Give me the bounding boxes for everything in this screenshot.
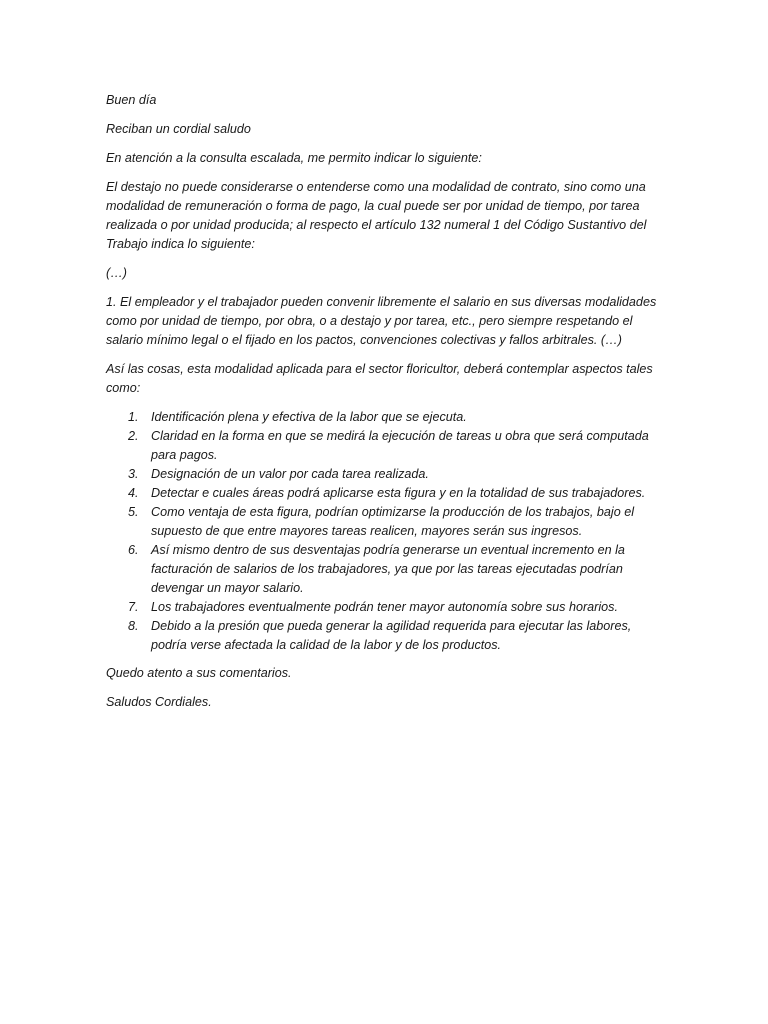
salutation: Reciban un cordial saludo — [106, 122, 251, 136]
list-item — [106, 503, 666, 541]
greeting: Buen día — [106, 93, 157, 107]
ellipsis: (…) — [106, 266, 127, 280]
list-item-number: 1. — [128, 410, 139, 424]
list-item-number: 5. — [128, 505, 139, 519]
list-item — [106, 427, 666, 465]
list-item-text: Debido a la presión que pueda generar la agilidad requerida para ejecutar las labores, podría verse afectada la calidad de la labor y de los productos. — [151, 619, 632, 652]
quoted-article: 1. El empleador y el trabajador pueden convenir libremente el salario en sus diversas modalidades como por unidad de tiempo, por obra, o a destajo y por tarea, etc., pero siempre respetando el salario mínimo legal o el fijado en los pactos, convenciones colectivas y fallos arbitrales. (…) — [106, 295, 657, 347]
list-item-text: Designación de un valor por cada tarea realizada. — [151, 467, 429, 481]
intro-line: En atención a la consulta escalada, me permito indicar lo siguiente: — [106, 151, 482, 165]
list-item-number: 4. — [128, 486, 139, 500]
list-item-number: 2. — [128, 429, 139, 443]
list-item-text: Así mismo dentro de sus desventajas podría generarse un eventual incremento en la facturación de salarios de los trabajadores, ya que por las tareas ejecutadas podrían devengar un mayor salario. — [151, 543, 625, 595]
list-item-text: Claridad en la forma en que se medirá la ejecución de tareas u obra que será computada para pagos. — [151, 429, 649, 462]
list-item — [106, 617, 666, 655]
list-item-number: 3. — [128, 467, 139, 481]
list-item — [106, 484, 666, 503]
paragraph-destajo: El destajo no puede considerarse o entenderse como una modalidad de contrato, sino como una modalidad de remuneración o forma de pago, la cual puede ser por unidad de tiempo, por tarea realizada o por unidad producida; al respecto el artículo 132 numeral 1 del Código Sustantivo del Trabajo indica lo siguiente: — [106, 180, 647, 251]
list-item-text: Identificación plena y efectiva de la labor que se ejecuta. — [151, 410, 467, 424]
list-item-number: 7. — [128, 600, 139, 614]
letter-body — [106, 91, 666, 722]
aspects-list — [106, 408, 666, 655]
list-item — [106, 598, 666, 617]
list-item-text: Los trabajadores eventualmente podrán tener mayor autonomía sobre sus horarios. — [151, 600, 618, 614]
list-item-text: Como ventaja de esta figura, podrían optimizarse la producción de los trabajos, bajo el supuesto de que entre mayores tareas realicen, mayores serán sus ingresos. — [151, 505, 635, 538]
signoff: Saludos Cordiales. — [106, 695, 212, 709]
list-item-text: Detectar e cuales áreas podrá aplicarse esta figura y en la totalidad de sus trabajadores. — [151, 486, 646, 500]
list-item-number: 8. — [128, 619, 139, 633]
list-item — [106, 465, 666, 484]
list-intro: Así las cosas, esta modalidad aplicada para el sector floricultor, deberá contemplar aspectos tales como: — [106, 362, 653, 395]
list-item — [106, 408, 666, 427]
closing-line: Quedo atento a sus comentarios. — [106, 666, 292, 680]
list-item — [106, 541, 666, 598]
list-item-number: 6. — [128, 543, 139, 557]
